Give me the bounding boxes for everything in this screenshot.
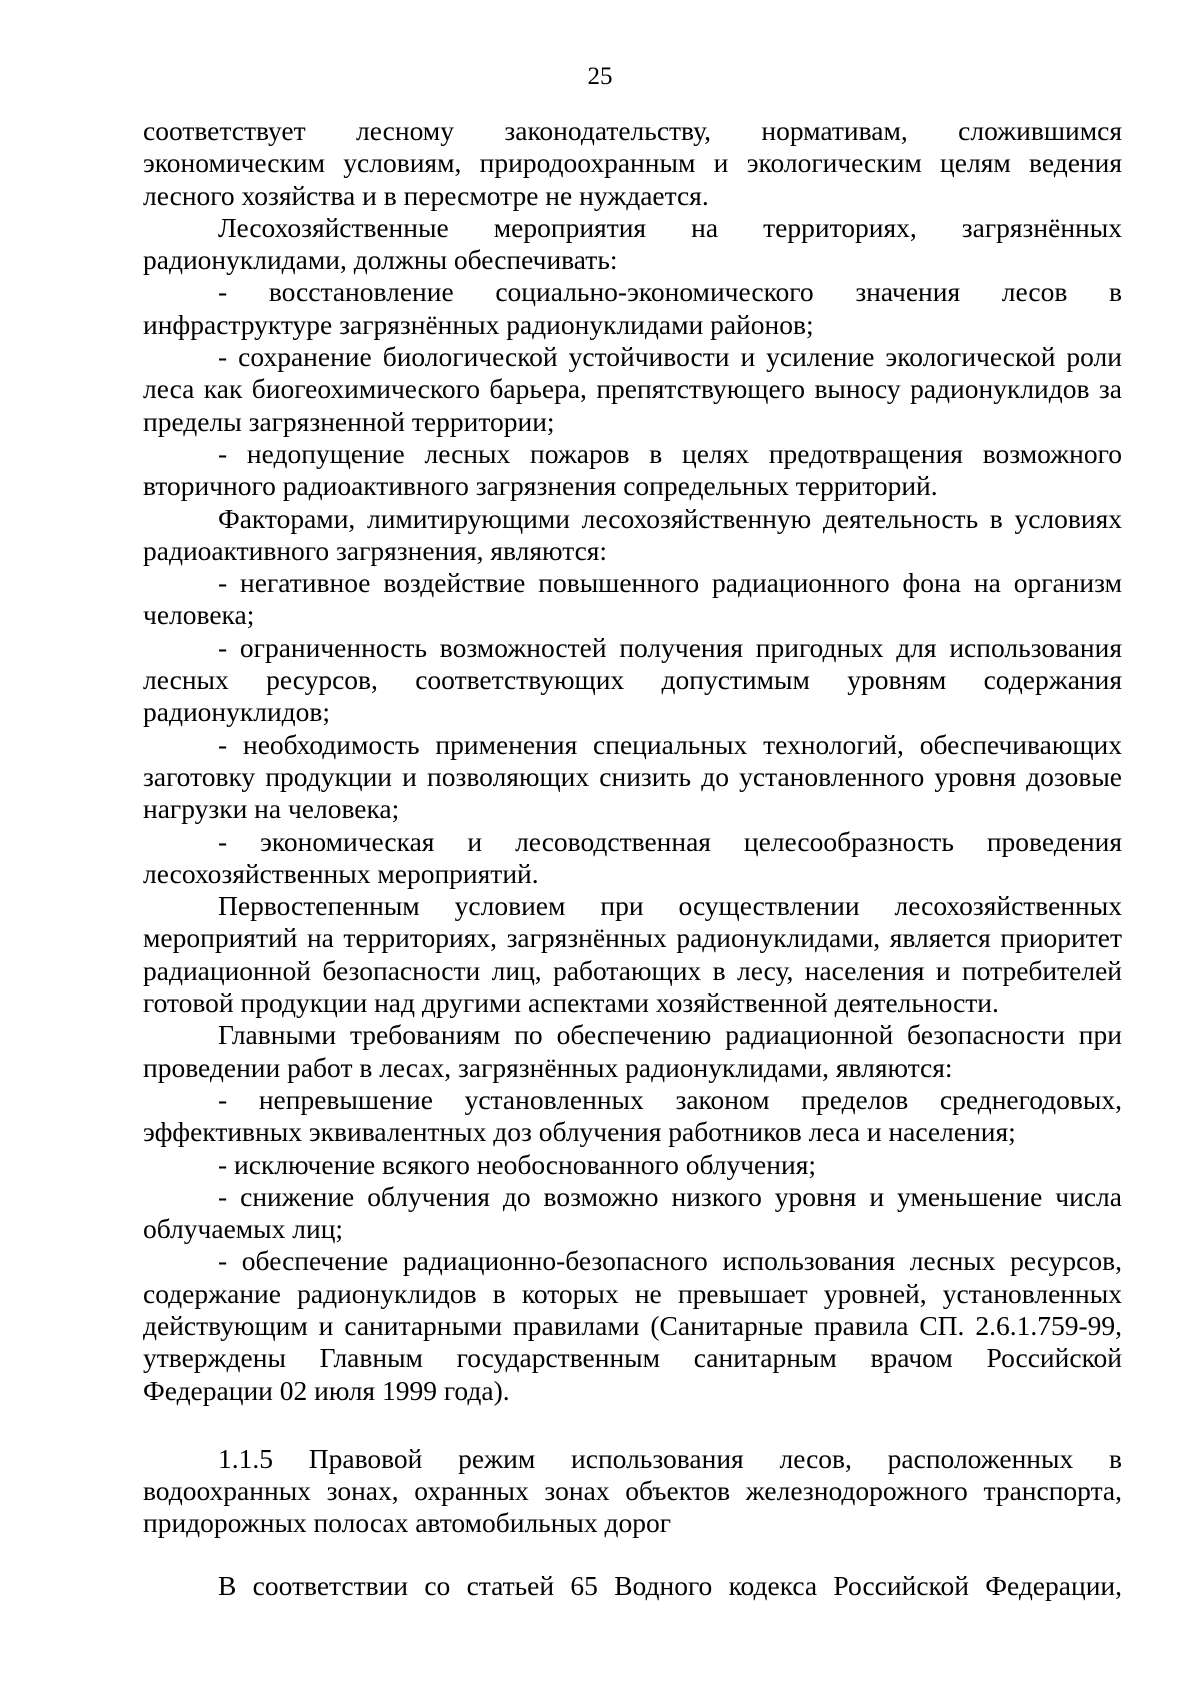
paragraph: Лесохозяйственные мероприятия на территориях, загрязнённых радионуклидами, должны обеспечивать: — [143, 211, 1122, 276]
section-heading: 1.1.5 Правовой режим использования лесов, расположенных в водоохранных зонах, охранных зонах объектов железнодорожного транспорта, придорожных полосах автомобильных дорог — [143, 1442, 1122, 1539]
paragraph: соответствует лесному законодательству, нормативам, сложившимся экономическим условиям, природоохранным и экологическим целям ведения лесного хозяйства и в пересмотре не нуждается. — [143, 115, 1122, 211]
list-item: - недопущение лесных пожаров в целях предотвращения возможного вторичного радиоактивного загрязнения сопредельных территорий. — [143, 437, 1122, 502]
list-item: - сохранение биологической устойчивости и усиление экологической роли леса как биогеохимического барьера, препятствующего выносу радионуклидов за пределы загрязненной территории; — [143, 341, 1122, 437]
paragraph: В соответствии со статьей 65 Водного кодекса Российской Федерации, — [218, 1569, 1122, 1601]
document-body — [143, 115, 1122, 1602]
list-item: - экономическая и лесоводственная целесообразность проведения лесохозяйственных мероприятий. — [143, 825, 1122, 889]
list-item: - негативное воздействие повышенного радиационного фона на организм человека; — [143, 567, 1122, 631]
list-item: - снижение облучения до возможно низкого уровня и уменьшение числа облучаемых лиц; — [143, 1180, 1122, 1245]
paragraph: Первостепенным условием при осуществлении лесохозяйственных мероприятий на территориях, загрязнённых радионуклидами, является приоритет радиационной безопасности лиц, работающих в лесу, населения и потребителей готовой продукции над другими аспектами хозяйственной деятельности. — [143, 890, 1122, 1019]
list-item: - исключение всякого необоснованного облучения; — [218, 1148, 816, 1180]
page-number: 25 — [587, 63, 613, 90]
list-item: - ограниченность возможностей получения пригодных для использования лесных ресурсов, соответствующих допустимым уровням содержания радионуклидов; — [143, 631, 1122, 728]
list-item: - необходимость применения специальных технологий, обеспечивающих заготовку продукции и позволяющих снизить до установленного уровня дозовые нагрузки на человека; — [143, 728, 1122, 825]
list-item: - восстановление социально-экономического значения лесов в инфраструктуре загрязнённых радионуклидами районов; — [143, 276, 1122, 340]
paragraph: Факторами, лимитирующими лесохозяйственную деятельность в условиях радиоактивного загрязнения, являются: — [143, 502, 1122, 566]
paragraph: Главными требованиям по обеспечению радиационной безопасности при проведении работ в лесах, загрязнённых радионуклидами, являются: — [143, 1019, 1122, 1083]
list-item: - обеспечение радиационно-безопасного использования лесных ресурсов, содержание радионуклидов в которых не превышает уровней, установленных действующим и санитарными правилами (Санитарные правила СП. 2.6.1.759-99, утверждены Главным государственным санитарным врачом Российской Федерации 02 июля 1999 года). — [143, 1245, 1122, 1406]
list-item: - непревышение установленных законом пределов среднегодовых, эффективных эквивалентных доз облучения работников леса и населения; — [143, 1083, 1122, 1148]
